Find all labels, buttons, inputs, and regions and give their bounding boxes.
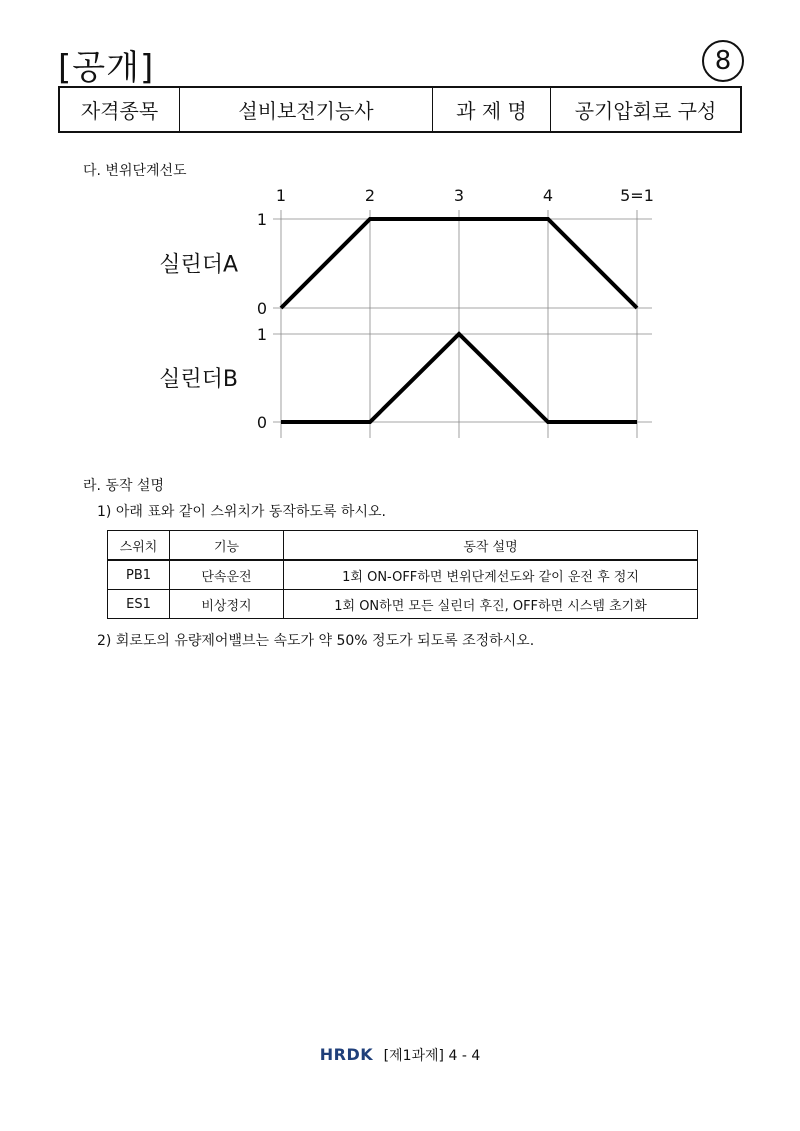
- level-label: 1: [256, 325, 267, 344]
- level-label: 1: [256, 210, 267, 229]
- table-row: [108, 590, 698, 619]
- info-value-qualification: 설비보전기능사: [180, 88, 433, 131]
- step-label: 1: [275, 186, 287, 205]
- page-footer: [0, 1045, 800, 1065]
- table-row: [108, 560, 698, 590]
- instruction-2: 2) 회로도의 유량제어밸브는 속도가 약 50% 정도가 되도록 조정하시오.: [97, 633, 535, 649]
- table-header-function: 기능: [170, 531, 284, 561]
- displacement-step-chart: [140, 180, 660, 455]
- info-table: [58, 86, 742, 133]
- table-header-row: [108, 531, 698, 561]
- step-label: 2: [364, 186, 376, 205]
- step-label: 4: [542, 186, 554, 205]
- table-cell-switch: ES1: [108, 590, 170, 619]
- instruction-1: 1) 아래 표와 같이 스위치가 동작하도록 하시오.: [97, 504, 386, 520]
- displacement-step-diagram: [140, 180, 660, 455]
- footer-page-text: [제1과제] 4 - 4: [383, 1048, 481, 1064]
- info-label-task: 과 제 명: [433, 88, 551, 131]
- series-label: 실린더A: [159, 252, 238, 278]
- level-label: 0: [256, 413, 267, 432]
- step-label: 5=1: [620, 186, 654, 205]
- hrdk-logo: HRDK: [319, 1045, 374, 1064]
- page-number-badge: 8: [702, 40, 744, 82]
- table-cell-description: 1회 ON-OFF하면 변위단계선도와 같이 운전 후 정지: [284, 560, 698, 590]
- table-header-description: 동작 설명: [284, 531, 698, 561]
- series-label: 실린더B: [159, 367, 238, 392]
- info-label-qualification: 자격종목: [60, 88, 180, 131]
- table-cell-function: 단속운전: [170, 560, 284, 590]
- table-cell-description: 1회 ON하면 모든 실린더 후진, OFF하면 시스템 초기화: [284, 590, 698, 619]
- table-cell-function: 비상정지: [170, 590, 284, 619]
- step-label: 3: [453, 186, 465, 205]
- switch-action-table: [107, 530, 698, 619]
- info-value-task: 공기압회로 구성: [574, 99, 717, 123]
- document-tag: [공개]: [58, 48, 155, 88]
- level-label: 0: [256, 299, 267, 318]
- table-header-switch: 스위치: [108, 531, 170, 561]
- section-ra-title: 라. 동작 설명: [83, 478, 164, 494]
- table-cell-switch: PB1: [108, 560, 170, 590]
- section-da-title: 다. 변위단계선도: [83, 163, 187, 179]
